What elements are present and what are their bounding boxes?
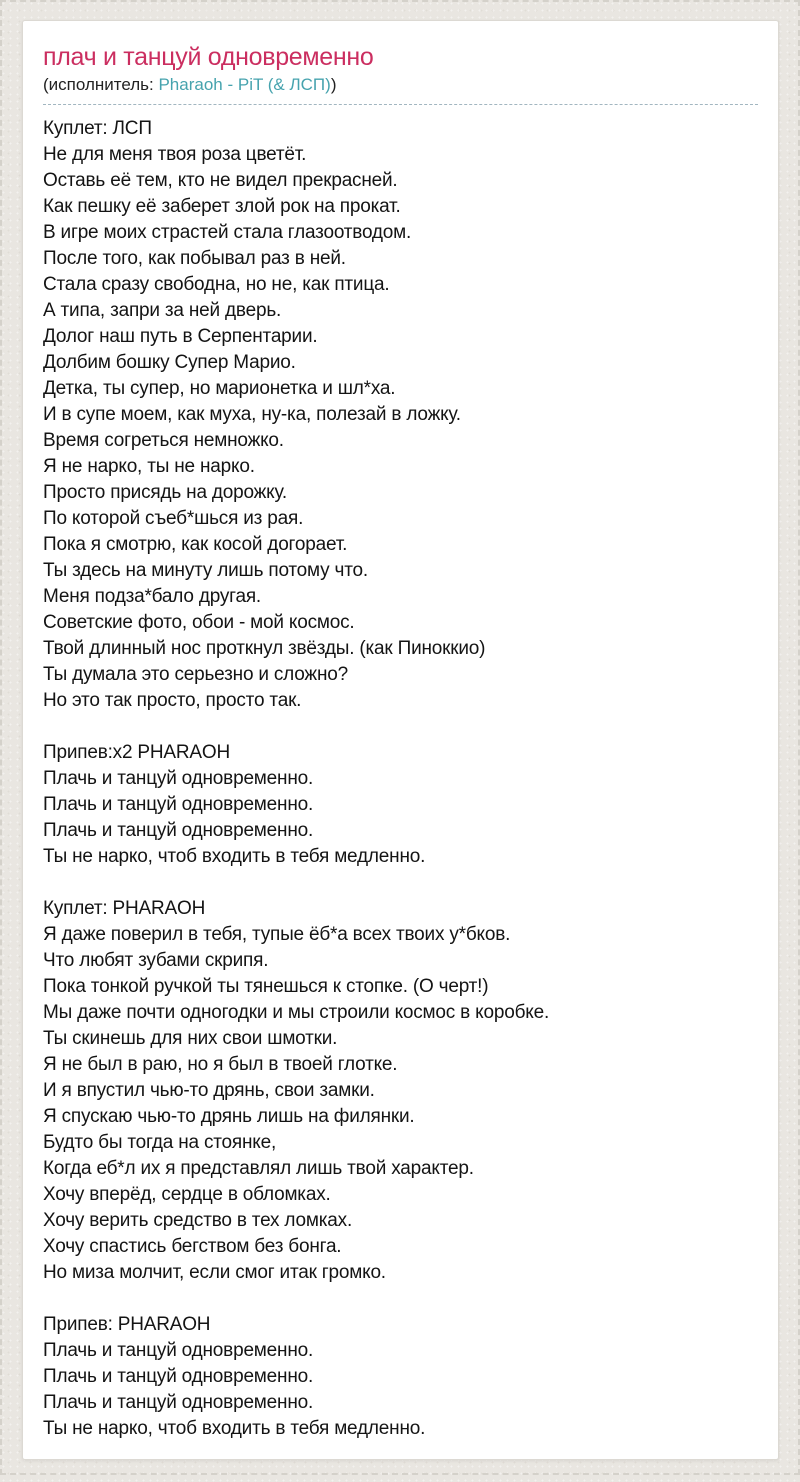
artist-line xyxy=(43,75,758,105)
lyrics-line: Плачь и танцуй одновременно. xyxy=(43,1340,314,1361)
lyrics-line: Ты не нарко, чтоб входить в тебя медленно. xyxy=(43,846,426,867)
lyrics-line: Просто присядь на дорожку. xyxy=(43,482,287,503)
lyrics-line: Хочу верить средство в тех ломках. xyxy=(43,1210,353,1231)
lyrics-blank-line xyxy=(43,714,758,740)
lyrics-text xyxy=(43,116,758,1442)
artist-label: (исполнитель: xyxy=(43,75,159,94)
lyrics-line: Долбим бошку Супер Марио. xyxy=(43,352,296,373)
artist-close-paren: ) xyxy=(330,75,337,94)
lyrics-line: Что любят зубами скрипя. xyxy=(43,950,269,971)
lyrics-line: Но миза молчит, если смог итак громко. xyxy=(43,1262,386,1283)
lyrics-line: Плачь и танцуй одновременно. xyxy=(43,1366,314,1387)
lyrics-line: Как пешку её заберет злой рок на прокат. xyxy=(43,196,401,217)
lyrics-line: Куплет: ЛСП xyxy=(43,118,152,139)
lyrics-line: Припев: PHARAOH xyxy=(43,1314,211,1335)
lyrics-line: И я впустил чью-то дрянь, свои замки. xyxy=(43,1080,375,1101)
lyrics-line: Плачь и танцуй одновременно. xyxy=(43,820,314,841)
lyrics-line: Мы даже почти одногодки и мы строили космос в коробке. xyxy=(43,1002,550,1023)
lyrics-line: По которой съеб*шься из рая. xyxy=(43,508,304,529)
lyrics-line: Оставь её тем, кто не видел прекрасней. xyxy=(43,170,398,191)
lyrics-line: Ты здесь на минуту лишь потому что. xyxy=(43,560,368,581)
song-title: плач и танцуй одновременно xyxy=(43,43,374,71)
lyrics-blank-line xyxy=(43,1286,758,1312)
lyrics-line: Припев:x2 PHARAOH xyxy=(43,742,230,763)
lyrics-line: Долог наш путь в Серпентарии. xyxy=(43,326,318,347)
lyrics-line: Пока я смотрю, как косой догорает. xyxy=(43,534,348,555)
lyrics-line: И в супе моем, как муха, ну-ка, полезай в ложку. xyxy=(43,404,461,425)
lyrics-line: Советские фото, обои - мой космос. xyxy=(43,612,355,633)
lyrics-line: Когда еб*л их я представлял лишь твой характер. xyxy=(43,1158,474,1179)
lyrics-line: Куплет: PHARAOH xyxy=(43,898,206,919)
lyrics-line: Плачь и танцуй одновременно. xyxy=(43,768,314,789)
lyrics-line: Но это так просто, просто так. xyxy=(43,690,302,711)
artist-link[interactable]: Pharaoh - PiT (& ЛСП) xyxy=(158,75,331,94)
lyrics-line: В игре моих страстей стала глазоотводом. xyxy=(43,222,412,243)
lyrics-line: Стала сразу свободна, но не, как птица. xyxy=(43,274,390,295)
lyrics-line: Не для меня твоя роза цветёт. xyxy=(43,144,307,165)
lyrics-line: Ты не нарко, чтоб входить в тебя медленно. xyxy=(43,1418,426,1439)
lyrics-line: После того, как побывал раз в ней. xyxy=(43,248,346,269)
lyrics-line: Плачь и танцуй одновременно. xyxy=(43,1392,314,1413)
lyrics-line: Меня подза*бало другая. xyxy=(43,586,262,607)
lyrics-line: Детка, ты супер, но марионетка и шл*ха. xyxy=(43,378,396,399)
lyrics-line: Пока тонкой ручкой ты тянешься к стопке. (О черт!) xyxy=(43,976,489,997)
lyrics-line: Ты думала это серьезно и сложно? xyxy=(43,664,348,685)
lyrics-blank-line xyxy=(43,870,758,896)
lyrics-line: А типа, запри за ней дверь. xyxy=(43,300,282,321)
lyrics-line: Хочу вперёд, сердце в обломках. xyxy=(43,1184,331,1205)
lyrics-line: Я не нарко, ты не нарко. xyxy=(43,456,255,477)
lyrics-line: Ты скинешь для них свои шмотки. xyxy=(43,1028,338,1049)
lyrics-line: Я даже поверил в тебя, тупые ёб*а всех твоих у*бков. xyxy=(43,924,511,945)
lyrics-line: Плачь и танцуй одновременно. xyxy=(43,794,314,815)
lyrics-line: Я не был в раю, но я был в твоей глотке. xyxy=(43,1054,398,1075)
lyrics-line: Время согреться немножко. xyxy=(43,430,284,451)
lyrics-line: Я спускаю чью-то дрянь лишь на филянки. xyxy=(43,1106,415,1127)
lyrics-line: Хочу спастись бегством без бонга. xyxy=(43,1236,342,1257)
lyrics-line: Твой длинный нос проткнул звёзды. (как Пиноккио) xyxy=(43,638,486,659)
lyrics-line: Будто бы тогда на стоянке, xyxy=(43,1132,277,1153)
lyrics-card xyxy=(22,20,779,1460)
